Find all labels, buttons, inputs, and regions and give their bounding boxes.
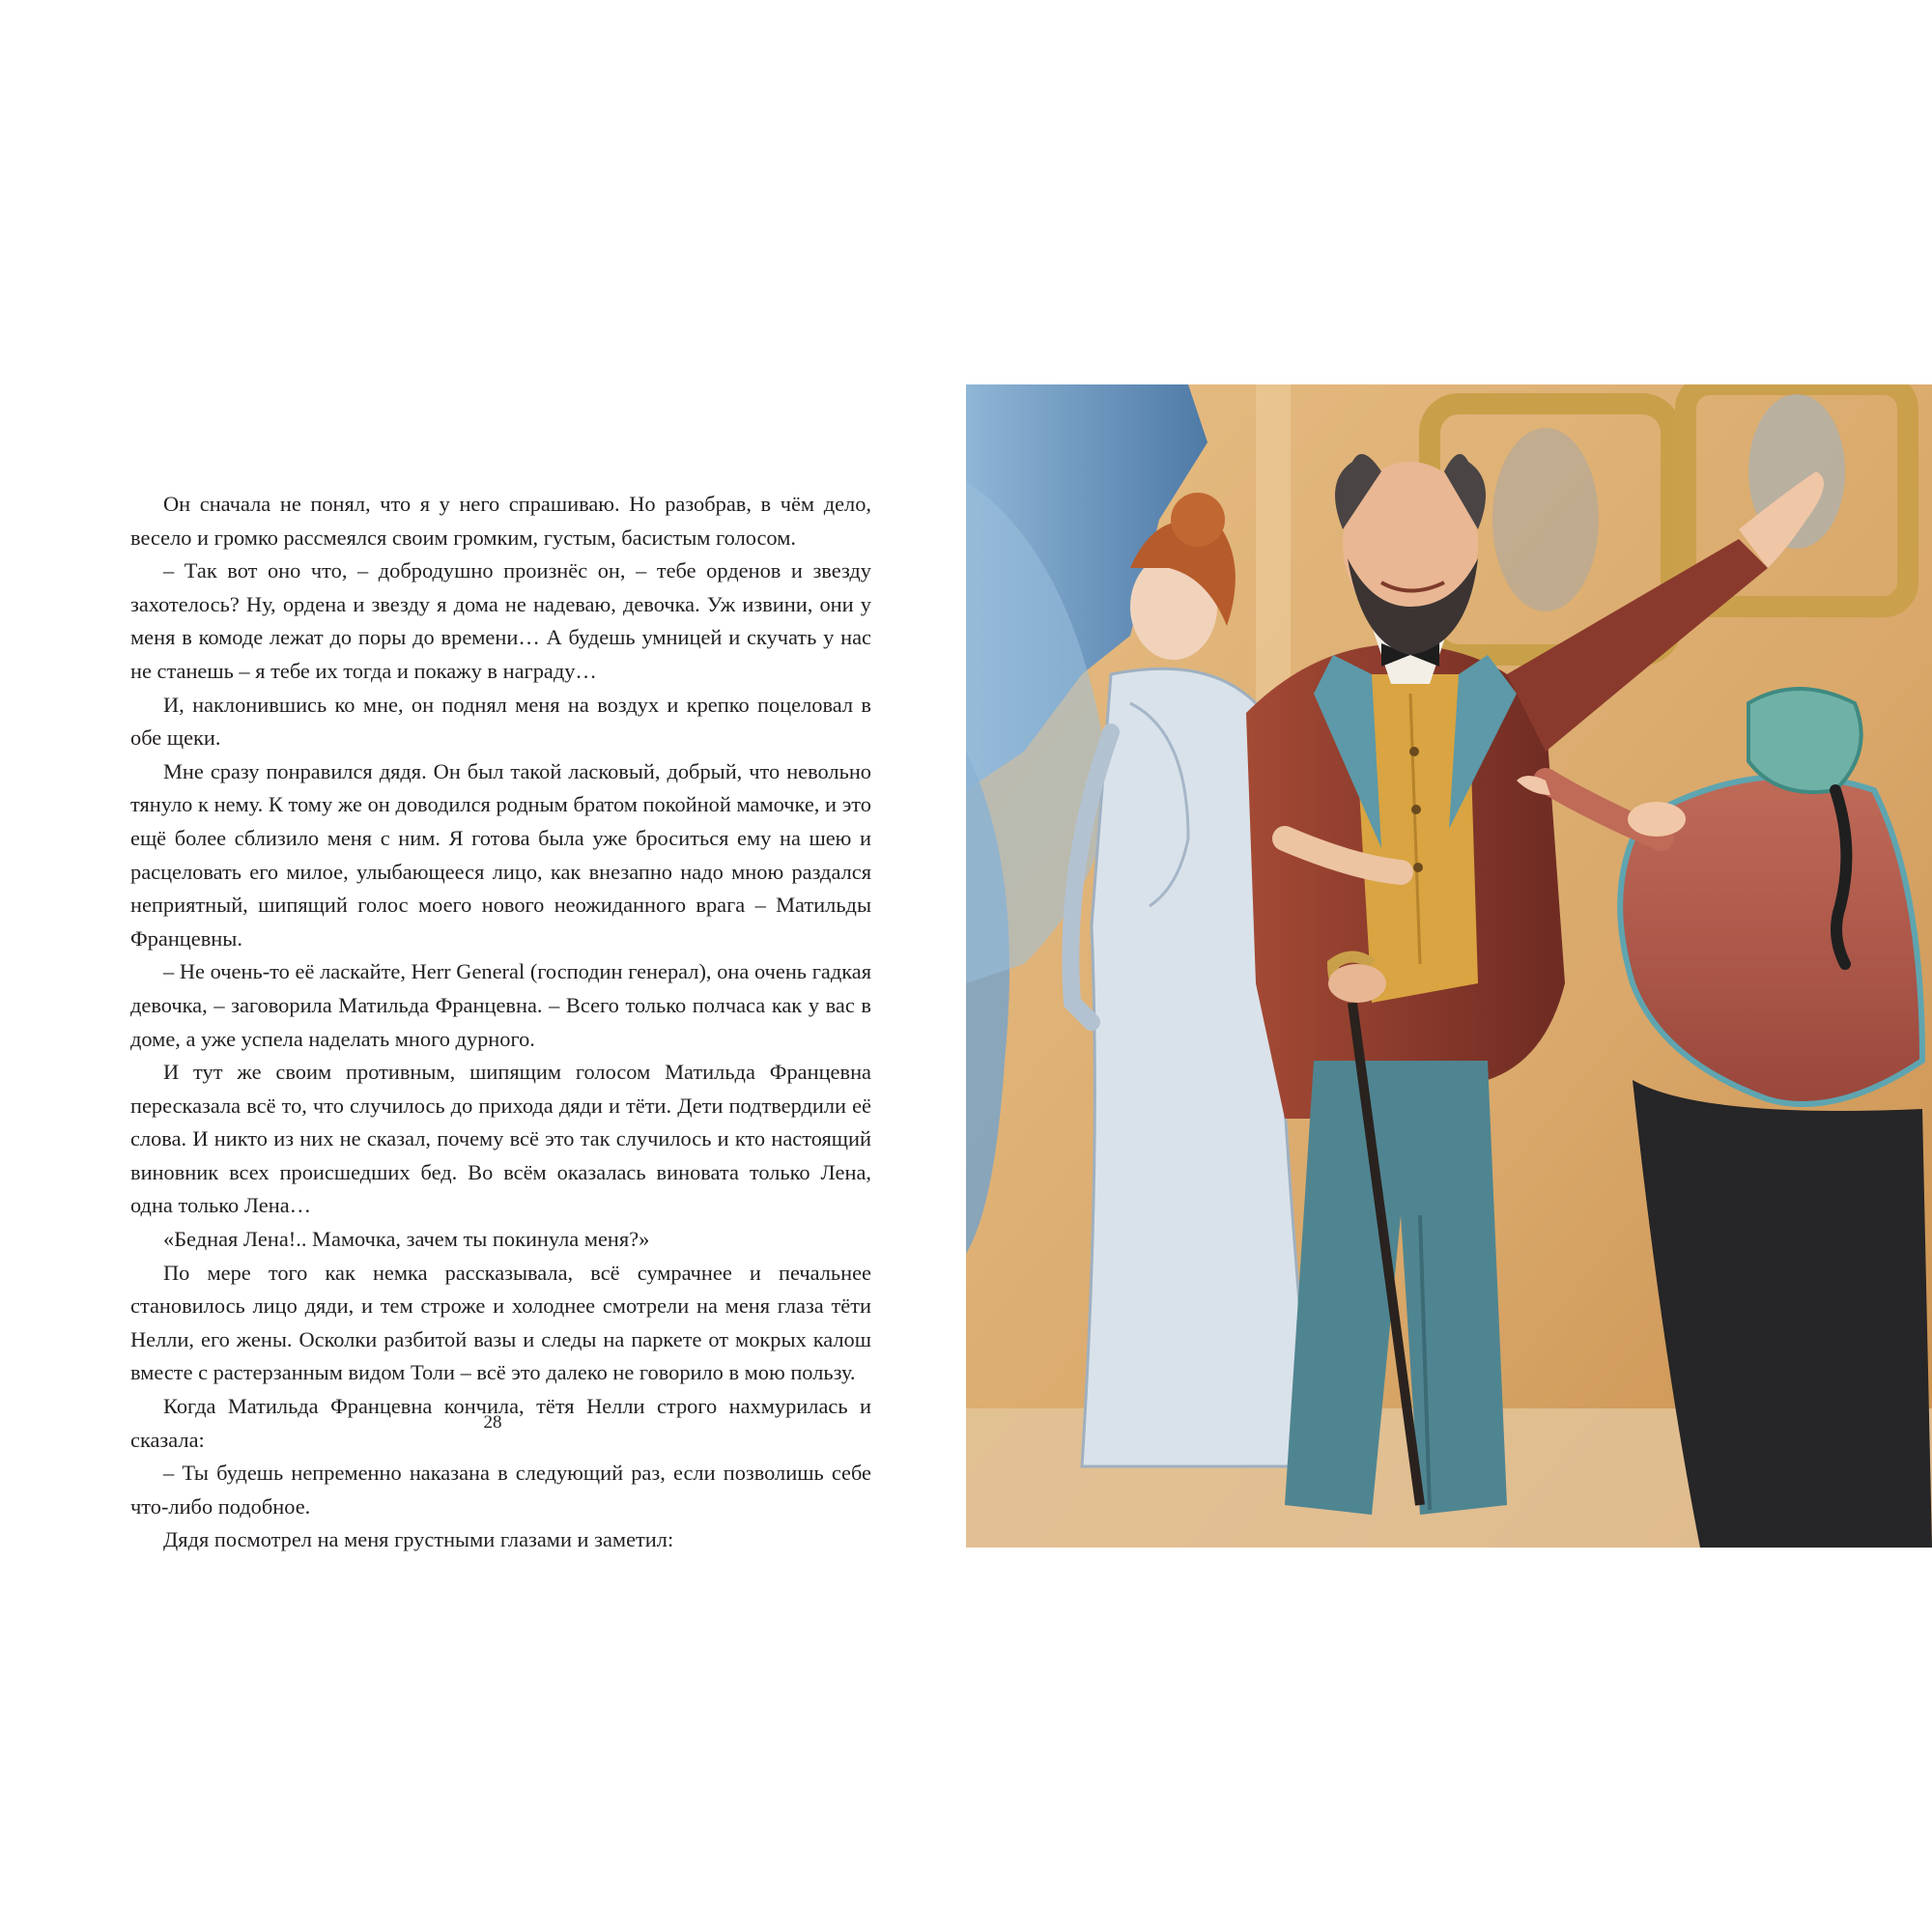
paragraph-3: И, наклонившись ко мне, он поднял меня на воздух и крепко поцеловал в обе щеки. <box>130 692 871 751</box>
text-page <box>130 488 871 1557</box>
paragraph-2: – Так вот оно что, – добродушно произнёс он, – тебе орденов и звезду захотелось? Ну, ордена и звезду я дома не надеваю, девочка. Уж извини, они у меня в комоде лежат до поры до времени… А будешь умницей и скучать у нас не станешь – я тебе их тогда и покажу в награду… <box>130 558 871 683</box>
paragraph-4: Мне сразу понравился дядя. Он был такой ласковый, добрый, что невольно тянуло к нему. К тому же он доводился родным братом покойной мамочке, и это ещё более сблизило меня с ним. Я готова была уже броситься ему на шею и расцеловать его милое, улыбающееся лицо, как внезапно надо мною раздался неприятный, шипящий голос моего нового неожиданного врага – Матильды Францевны. <box>130 758 871 951</box>
watercolor-illustration <box>966 384 1932 1548</box>
page-number: 28 <box>483 1412 502 1433</box>
girl-bonnet <box>1748 689 1861 792</box>
paragraph-5: – Не очень-то её ласкайте, Herr General (господин генерал), она очень гадкая девочка, – заговорила Матильда Францевна. – Всего только полчаса как у вас в доме, а уже успела наделать много дурного. <box>130 959 871 1051</box>
paragraph-9: Когда Матильда Францевна кончила, тётя Нелли строго нахмурилась и сказала: <box>130 1394 871 1452</box>
illustration <box>966 384 1932 1548</box>
paragraph-1: Он сначала не понял, что я у него спрашиваю. Но разобрав, в чём дело, весело и громко рассмеялся своим громким, густым, басистым голосом. <box>130 492 871 550</box>
paragraph-10: – Ты будешь непременно наказана в следующий раз, если позволишь себе что-либо подобное. <box>130 1461 871 1519</box>
paragraph-7: «Бедная Лена!.. Мамочка, зачем ты покинула меня?» <box>163 1227 650 1252</box>
paragraph-6: И тут же своим противным, шипящим голосом Матильда Францевна пересказала всё то, что случилось до прихода дяди и тёти. Дети подтвердили её слова. И никто из них не сказал, почему всё это так случилось и кто настоящий виновник всех происшедших бед. Во всём оказалась виновата только Лена, одна только Лена… <box>130 1060 871 1218</box>
paragraph-8: По мере того как немка рассказывала, всё сумрачнее и печальнее становилось лицо дяди, и тем строже и холоднее смотрели на меня глаза тёти Нелли, его жены. Осколки разбитой вазы и следы на паркете от мокрых калош вместе с растерзанным видом Толи – всё это далеко не говорило в мою пользу. <box>130 1260 871 1385</box>
paragraph-11: Дядя посмотрел на меня грустными глазами и заметил: <box>163 1527 674 1552</box>
